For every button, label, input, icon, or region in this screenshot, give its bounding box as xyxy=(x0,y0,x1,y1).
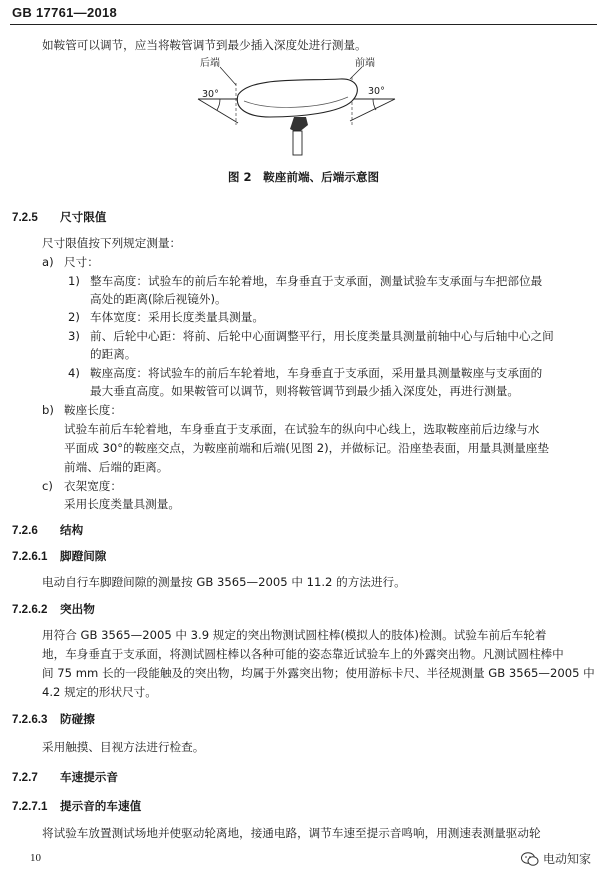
paragraph-line: 将试验车放置测试场地并使驱动轮离地，接通电路，调节车速至提示音鸣响，用测速表测量驱动轮 xyxy=(42,826,541,840)
section-title: 车速提示音 xyxy=(60,770,118,784)
standard-code: GB 17761—2018 xyxy=(12,5,118,20)
page-number: 10 xyxy=(30,852,41,864)
label-rear-end: 后端 xyxy=(200,58,220,69)
label-front-end: 前端 xyxy=(355,58,375,69)
section-title: 防碰擦 xyxy=(60,712,95,726)
paragraph-line: 用符合 GB 3565—2005 中 3.9 规定的突出物测试圆柱棒(模拟人的肢体)检测。试验车前后车轮着 xyxy=(42,628,547,642)
sublist-text: 车体宽度：采用长度类量具测量。 xyxy=(90,310,264,324)
angle-left-label: 30° xyxy=(202,89,219,100)
sublist-text: 高处的距离(除后视镜外)。 xyxy=(90,292,227,306)
paragraph-line: 前端、后端的距离。 xyxy=(64,460,169,474)
sublist-text: 的距离。 xyxy=(90,347,137,361)
paragraph-line: 采用触摸、目视方法进行检查。 xyxy=(42,740,205,754)
section-7-2-6-heading xyxy=(12,523,83,538)
section-7-2-7-heading xyxy=(12,770,118,785)
sublist-marker: 4) xyxy=(68,366,80,380)
paragraph-line: 地，车身垂直于支承面，将测试圆柱棒以各种可能的姿态靠近试验车上的外露突出物。凡测试圆柱棒中 xyxy=(42,647,564,661)
section-title: 脚蹬间隙 xyxy=(60,549,107,563)
section-title: 突出物 xyxy=(60,602,95,616)
sublist-marker: 1) xyxy=(68,274,80,288)
section-title: 提示音的车速值 xyxy=(60,799,142,813)
sublist-text: 最大垂直高度。如果鞍管可以调节，则将鞍管调节到最少插入深度处，再进行测量。 xyxy=(90,384,519,398)
section-7-2-5-heading xyxy=(12,210,106,225)
header-rule xyxy=(10,24,597,25)
paragraph-line: 采用长度类量具测量。 xyxy=(64,497,180,511)
list-item-title: 衣架宽度： xyxy=(64,479,122,493)
section-intro: 尺寸限值按下列规定测量： xyxy=(42,236,182,250)
section-number: 7.2.7.1 xyxy=(12,800,48,813)
sublist-text: 前、后轮中心距：将前、后轮中心面调整平行，用长度类量具测量前轴中心与后轴中心之间 xyxy=(90,329,554,343)
section-title: 结构 xyxy=(60,523,84,537)
sublist-text: 鞍座高度：将试验车的前后车轮着地，车身垂直于支承面，采用量具测量鞍座与支承面的 xyxy=(90,366,543,380)
list-item-title: 尺寸： xyxy=(64,255,99,269)
section-number: 7.2.5 xyxy=(12,211,38,224)
section-number: 7.2.6.1 xyxy=(12,550,48,563)
section-number: 7.2.6 xyxy=(12,524,38,537)
section-number: 7.2.6.3 xyxy=(12,713,48,726)
section-7-2-6-2-heading xyxy=(12,602,95,617)
list-item-title: 鞍座长度： xyxy=(64,403,122,417)
watermark-text: 电动知家 xyxy=(542,852,591,866)
angle-right-label: 30° xyxy=(368,86,385,97)
list-marker: c) xyxy=(42,479,53,493)
figure-caption: 图 2 鞍座前端、后端示意图 xyxy=(227,170,380,184)
paragraph-line: 电动自行车脚蹬间隙的测量按 GB 3565—2005 中 11.2 的方法进行。 xyxy=(42,575,406,589)
sublist-marker: 3) xyxy=(68,329,80,343)
list-marker: a) xyxy=(42,255,54,269)
section-7-2-6-1-heading xyxy=(12,549,106,564)
saddle-figure xyxy=(190,55,400,165)
section-7-2-7-1-heading xyxy=(12,799,141,814)
paragraph-line: 试验车前后车轮着地，车身垂直于支承面，在试验车的纵向中心线上，选取鞍座前后边缘与水 xyxy=(64,422,540,436)
paragraph-line: 间 75 mm 长的一段能触及的突出物，均属于外露突出物；使用游标卡尺、半径规测量 GB 3565—2005 中 xyxy=(42,666,595,680)
paragraph-line: 4.2 规定的形状尺寸。 xyxy=(42,685,157,699)
intro-text: 如鞍管可以调节，应当将鞍管调节到最少插入深度处进行测量。 xyxy=(42,38,367,52)
sublist-text: 整车高度：试验车的前后车轮着地，车身垂直于支承面，测量试验车支承面与车把部位最 xyxy=(90,274,543,288)
watermark xyxy=(521,850,591,867)
wechat-icon xyxy=(521,852,539,866)
section-title: 尺寸限值 xyxy=(60,210,107,224)
sublist-marker: 2) xyxy=(68,310,80,324)
section-number: 7.2.6.2 xyxy=(12,603,48,616)
list-marker: b) xyxy=(42,403,54,417)
section-7-2-6-3-heading xyxy=(12,712,95,727)
saddle-diagram xyxy=(190,55,400,165)
paragraph-line: 平面成 30°的鞍座交点，为鞍座前端和后端(见图 2)，并做标记。沿座垫表面，用量具测量座垫 xyxy=(64,441,549,455)
section-number: 7.2.7 xyxy=(12,771,38,784)
